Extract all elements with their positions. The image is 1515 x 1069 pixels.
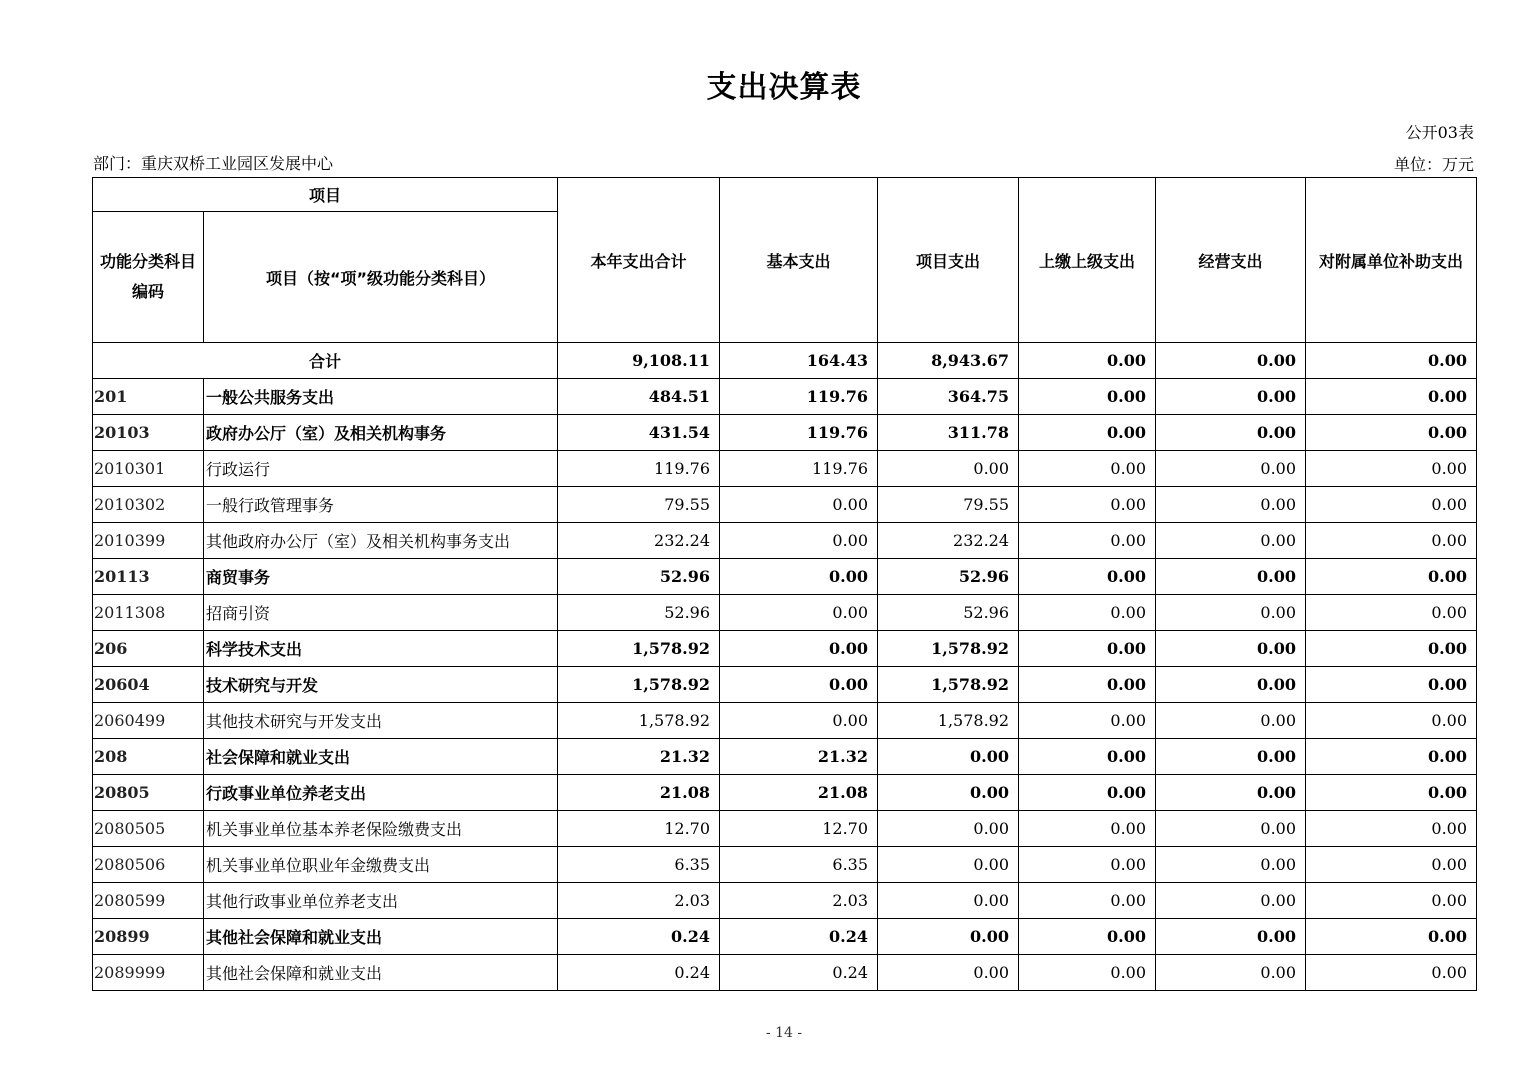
row-code: 2060499 — [93, 703, 204, 739]
row-code: 2080506 — [93, 847, 204, 883]
page-number: - 14 - — [765, 1025, 803, 1041]
table-row — [93, 379, 1477, 415]
row-value: 2.03 — [720, 883, 878, 919]
row-value: 0.00 — [1306, 667, 1477, 703]
row-value: 0.00 — [1306, 415, 1477, 451]
row-code: 20113 — [93, 559, 204, 595]
row-code: 20103 — [93, 415, 204, 451]
row-value: 0.00 — [1156, 631, 1306, 667]
row-value: 0.00 — [1019, 595, 1156, 631]
row-value: 0.00 — [1019, 487, 1156, 523]
row-name: 科学技术支出 — [204, 631, 558, 667]
row-value: 0.00 — [1306, 883, 1477, 919]
row-value: 0.00 — [1019, 415, 1156, 451]
table-row — [93, 919, 1477, 955]
row-value: 0.00 — [1019, 631, 1156, 667]
row-value: 0.00 — [1019, 847, 1156, 883]
row-value: 0.00 — [720, 631, 878, 667]
row-name: 其他社会保障和就业支出 — [204, 919, 558, 955]
table-row — [93, 631, 1477, 667]
total-value: 0.00 — [1156, 343, 1306, 379]
row-value: 0.00 — [1156, 451, 1306, 487]
table-row — [93, 703, 1477, 739]
row-value: 0.00 — [1156, 487, 1306, 523]
row-value: 0.00 — [1156, 775, 1306, 811]
header-total: 本年支出合计 — [558, 178, 720, 343]
row-name: 其他政府办公厅（室）及相关机构事务支出 — [204, 523, 558, 559]
row-value: 232.24 — [878, 523, 1019, 559]
row-value: 52.96 — [558, 559, 720, 595]
row-value: 364.75 — [878, 379, 1019, 415]
row-value: 0.00 — [1019, 883, 1156, 919]
header-project: 项目 — [93, 178, 558, 212]
row-value: 0.00 — [1156, 919, 1306, 955]
row-code: 2010399 — [93, 523, 204, 559]
row-code: 2010301 — [93, 451, 204, 487]
row-value: 0.00 — [1019, 451, 1156, 487]
row-code: 206 — [93, 631, 204, 667]
header-subsidy: 对附属单位补助支出 — [1306, 178, 1477, 343]
row-value: 0.00 — [1156, 883, 1306, 919]
row-value: 0.00 — [878, 811, 1019, 847]
row-name: 社会保障和就业支出 — [204, 739, 558, 775]
row-value: 0.00 — [1156, 523, 1306, 559]
row-value: 0.00 — [1019, 523, 1156, 559]
row-value: 0.00 — [1306, 595, 1477, 631]
header-basic: 基本支出 — [720, 178, 878, 343]
table-row — [93, 667, 1477, 703]
row-value: 0.00 — [1306, 775, 1477, 811]
form-number: 公开03表 — [1405, 123, 1474, 142]
row-value: 1,578.92 — [558, 667, 720, 703]
row-value: 0.00 — [878, 883, 1019, 919]
row-value: 119.76 — [558, 451, 720, 487]
row-value: 0.00 — [878, 775, 1019, 811]
total-value: 0.00 — [1306, 343, 1477, 379]
row-value: 0.00 — [1306, 955, 1477, 991]
row-value: 79.55 — [878, 487, 1019, 523]
row-value: 0.00 — [1306, 451, 1477, 487]
table-row — [93, 847, 1477, 883]
row-value: 0.00 — [720, 559, 878, 595]
row-value: 0.00 — [1156, 379, 1306, 415]
row-value: 21.08 — [720, 775, 878, 811]
row-value: 0.00 — [1019, 703, 1156, 739]
row-value: 0.00 — [1156, 955, 1306, 991]
row-name: 其他技术研究与开发支出 — [204, 703, 558, 739]
table-row — [93, 415, 1477, 451]
row-value: 0.00 — [720, 523, 878, 559]
row-value: 79.55 — [558, 487, 720, 523]
row-value: 0.00 — [1306, 919, 1477, 955]
row-name: 一般行政管理事务 — [204, 487, 558, 523]
row-value: 0.24 — [720, 955, 878, 991]
row-value: 0.00 — [1156, 595, 1306, 631]
unit-label: 单位：万元 — [1393, 155, 1474, 174]
row-value: 1,578.92 — [558, 631, 720, 667]
row-value: 0.00 — [1156, 415, 1306, 451]
row-value: 232.24 — [558, 523, 720, 559]
row-value: 0.00 — [1019, 559, 1156, 595]
row-name: 机关事业单位职业年金缴费支出 — [204, 847, 558, 883]
row-name: 商贸事务 — [204, 559, 558, 595]
row-value: 0.00 — [1306, 703, 1477, 739]
total-value: 8,943.67 — [878, 343, 1019, 379]
row-name: 机关事业单位基本养老保险缴费支出 — [204, 811, 558, 847]
row-value: 21.32 — [558, 739, 720, 775]
row-code: 2010302 — [93, 487, 204, 523]
row-value: 311.78 — [878, 415, 1019, 451]
row-value: 52.96 — [558, 595, 720, 631]
row-name: 招商引资 — [204, 595, 558, 631]
row-value: 0.00 — [1306, 487, 1477, 523]
row-value: 1,578.92 — [878, 703, 1019, 739]
row-value: 2.03 — [558, 883, 720, 919]
row-name: 一般公共服务支出 — [204, 379, 558, 415]
table-row — [93, 739, 1477, 775]
row-value: 431.54 — [558, 415, 720, 451]
row-code: 208 — [93, 739, 204, 775]
row-value: 6.35 — [720, 847, 878, 883]
table-row — [93, 775, 1477, 811]
row-value: 0.00 — [1306, 379, 1477, 415]
row-value: 0.24 — [558, 919, 720, 955]
row-value: 0.24 — [558, 955, 720, 991]
row-value: 0.00 — [1156, 667, 1306, 703]
row-name: 行政运行 — [204, 451, 558, 487]
total-value: 0.00 — [1019, 343, 1156, 379]
row-value: 1,578.92 — [878, 631, 1019, 667]
table-row — [93, 487, 1477, 523]
row-value: 0.00 — [1306, 811, 1477, 847]
row-value: 0.00 — [1306, 523, 1477, 559]
row-value: 52.96 — [878, 559, 1019, 595]
row-value: 12.70 — [558, 811, 720, 847]
total-row — [93, 343, 1477, 379]
row-value: 52.96 — [878, 595, 1019, 631]
row-value: 21.08 — [558, 775, 720, 811]
table-row — [93, 451, 1477, 487]
row-name: 技术研究与开发 — [204, 667, 558, 703]
row-value: 0.00 — [1019, 775, 1156, 811]
table-row — [93, 595, 1477, 631]
row-value: 21.32 — [720, 739, 878, 775]
row-value: 119.76 — [720, 415, 878, 451]
row-name: 行政事业单位养老支出 — [204, 775, 558, 811]
table-row — [93, 523, 1477, 559]
row-value: 0.00 — [1306, 739, 1477, 775]
row-code: 20805 — [93, 775, 204, 811]
row-value: 0.00 — [1306, 559, 1477, 595]
total-value: 164.43 — [720, 343, 878, 379]
row-code: 2080599 — [93, 883, 204, 919]
total-label: 合计 — [93, 343, 558, 379]
row-value: 0.00 — [1019, 379, 1156, 415]
header-business: 经营支出 — [1156, 178, 1306, 343]
page-title: 支出决算表 — [706, 70, 862, 105]
row-code: 20604 — [93, 667, 204, 703]
row-value: 0.00 — [1019, 667, 1156, 703]
row-value: 0.00 — [720, 667, 878, 703]
row-value: 0.00 — [1156, 811, 1306, 847]
row-value: 12.70 — [720, 811, 878, 847]
row-value: 0.00 — [1306, 631, 1477, 667]
row-value: 1,578.92 — [558, 703, 720, 739]
row-name: 政府办公厅（室）及相关机构事务 — [204, 415, 558, 451]
row-value: 0.00 — [878, 739, 1019, 775]
row-value: 0.00 — [878, 451, 1019, 487]
row-value: 0.00 — [878, 919, 1019, 955]
header-name: 项目（按“项”级功能分类科目） — [204, 212, 558, 343]
row-value: 0.00 — [878, 847, 1019, 883]
table-row — [93, 559, 1477, 595]
row-value: 0.24 — [720, 919, 878, 955]
row-value: 0.00 — [1019, 955, 1156, 991]
table-row — [93, 811, 1477, 847]
row-name: 其他社会保障和就业支出 — [204, 955, 558, 991]
table-row — [93, 955, 1477, 991]
row-value: 484.51 — [558, 379, 720, 415]
row-code: 2089999 — [93, 955, 204, 991]
row-code: 2011308 — [93, 595, 204, 631]
header-upper: 上缴上级支出 — [1019, 178, 1156, 343]
row-code: 201 — [93, 379, 204, 415]
expenditure-table — [92, 177, 1477, 991]
total-value: 9,108.11 — [558, 343, 720, 379]
row-value: 0.00 — [720, 487, 878, 523]
row-value: 0.00 — [1156, 703, 1306, 739]
row-code: 20899 — [93, 919, 204, 955]
row-value: 0.00 — [1019, 919, 1156, 955]
row-value: 0.00 — [720, 703, 878, 739]
header-project-expenditure: 项目支出 — [878, 178, 1019, 343]
row-value: 0.00 — [1019, 739, 1156, 775]
row-value: 0.00 — [1306, 847, 1477, 883]
row-value: 0.00 — [878, 955, 1019, 991]
table-row — [93, 883, 1477, 919]
row-value: 0.00 — [1156, 847, 1306, 883]
header-code: 功能分类科目编码 — [93, 212, 204, 343]
row-value: 0.00 — [1156, 559, 1306, 595]
row-value: 0.00 — [720, 595, 878, 631]
row-name: 其他行政事业单位养老支出 — [204, 883, 558, 919]
row-value: 119.76 — [720, 451, 878, 487]
row-value: 0.00 — [1019, 811, 1156, 847]
row-value: 119.76 — [720, 379, 878, 415]
row-code: 2080505 — [93, 811, 204, 847]
row-value: 0.00 — [1156, 739, 1306, 775]
row-value: 6.35 — [558, 847, 720, 883]
department-label: 部门：重庆双桥工业园区发展中心 — [93, 154, 334, 173]
row-value: 1,578.92 — [878, 667, 1019, 703]
